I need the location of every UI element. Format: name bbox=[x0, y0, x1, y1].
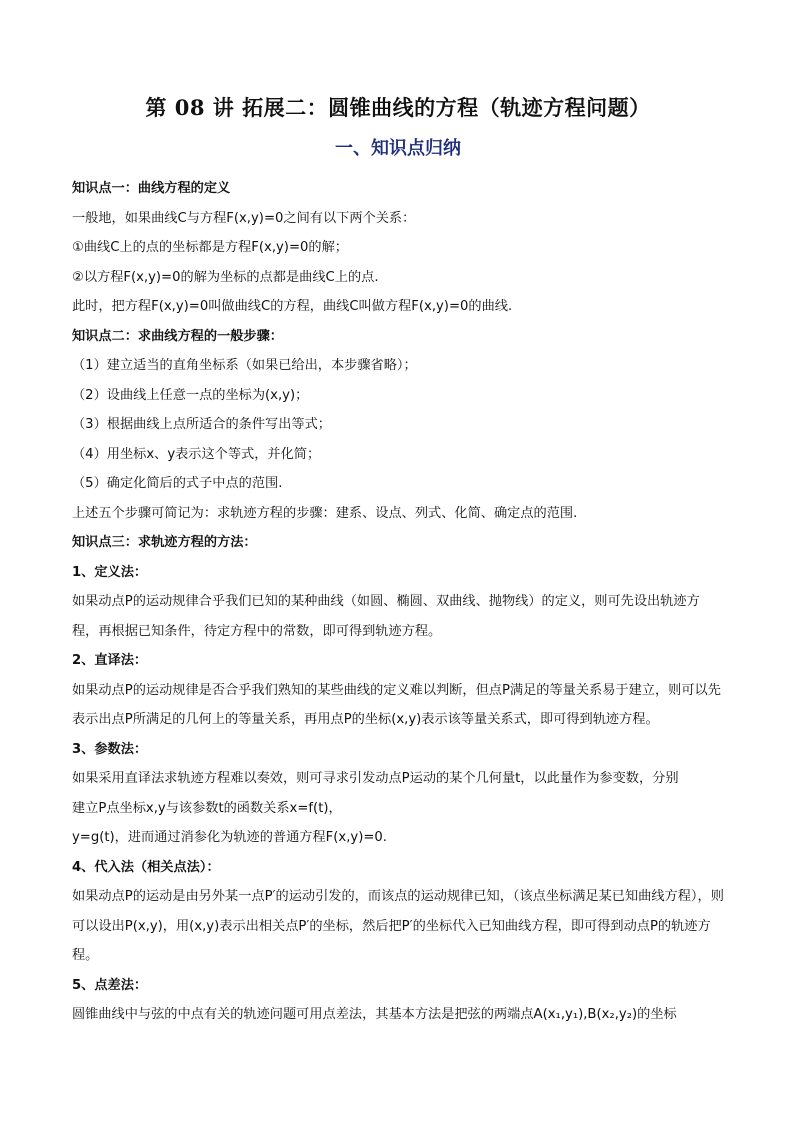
method3-line1: 如果采用直译法求轨迹方程难以奏效，则可寻求引发动点P运动的某个几何量t，以此量作为参变数，分别 bbox=[72, 771, 679, 786]
kp2-step-5: （5）确定化简后的式子中点的范围. bbox=[72, 476, 283, 491]
kp2-step-4: （4）用坐标x、y表示这个等式，并化简； bbox=[72, 446, 321, 462]
method5-text: 圆锥曲线中与弦的中点有关的轨迹问题可用点差法，其基本方法是把弦的两端点A(x₁,y₁),B(x₂,y₂)的坐标 bbox=[72, 1007, 677, 1022]
kp2-step-3: （3）根据曲线上点所适合的条件写出等式； bbox=[72, 417, 331, 432]
kp2-heading: 知识点二：求曲线方程的一般步骤： bbox=[72, 328, 283, 344]
method5-title: 5、点差法： bbox=[72, 977, 148, 993]
kp2-summary: 上述五个步骤可简记为：求轨迹方程的步骤：建系、设点、列式、化简、确定点的范围. bbox=[72, 505, 578, 521]
method4-title: 4、代入法（相关点法）： bbox=[72, 859, 220, 875]
kp1-line1: 一般地，如果曲线C与方程F(x,y)=0之间有以下两个关系： bbox=[72, 210, 416, 226]
method2-title: 2、直译法： bbox=[72, 653, 148, 668]
method1-title: 1、定义法： bbox=[72, 564, 148, 580]
method1-text: 如果动点P的运动规律合乎我们已知的某种曲线（如圆、椭圆、双曲线、抛物线）的定义，则可先设出轨迹方程，再根据已知条件，待定方程中的常数，即可得到轨迹方程。 bbox=[72, 594, 700, 639]
method3-line3: y=g(t)，进而通过消参化为轨迹的普通方程F(x,y)=0. bbox=[72, 830, 387, 845]
method4-text: 如果动点P的运动是由另外某一点P′的运动引发的，而该点的运动规律已知，（该点坐标满足某已知曲线方程），则可以设出P(x,y)，用(x,y)表示出相关点P′的坐标，然后把P′的坐标代入已知曲线方程，即可得到动点P的轨迹方程。 bbox=[72, 889, 724, 963]
document-title: 第 08 讲 拓展二：圆锥曲线的方程（轨迹方程问题） bbox=[145, 95, 651, 120]
kp1-line3: ②以方程F(x,y)=0的解为坐标的点都是曲线C上的点. bbox=[72, 269, 379, 285]
kp2-step-1: （1）建立适当的直角坐标系（如果已给出，本步骤省略）； bbox=[72, 358, 417, 373]
kp1-line2: ①曲线C上的点的坐标都是方程F(x,y)=0的解； bbox=[72, 240, 348, 255]
kp2-step-2: （2）设曲线上任意一点的坐标为(x,y)； bbox=[72, 387, 309, 403]
method3-title: 3、参数法： bbox=[72, 741, 148, 757]
kp3-heading: 知识点三：求轨迹方程的方法： bbox=[72, 535, 257, 550]
document-page bbox=[72, 92, 724, 1030]
kp1-line4: 此时，把方程F(x,y)=0叫做曲线C的方程，曲线C叫做方程F(x,y)=0的曲线. bbox=[72, 299, 513, 314]
method3-line2: 建立P点坐标x,y与该参数t的函数关系x=f(t)， bbox=[72, 800, 342, 816]
method2-text: 如果动点P的运动规律是否合乎我们熟知的某些曲线的定义难以判断，但点P满足的等量关系易于建立，则可以先表示出点P所满足的几何上的等量关系，再用点P的坐标(x,y)表示该等量关系式，即可得到轨迹方程。 bbox=[72, 682, 721, 727]
section-heading: 一、知识点归纳 bbox=[335, 138, 461, 159]
kp1-heading: 知识点一：曲线方程的定义 bbox=[72, 181, 231, 196]
